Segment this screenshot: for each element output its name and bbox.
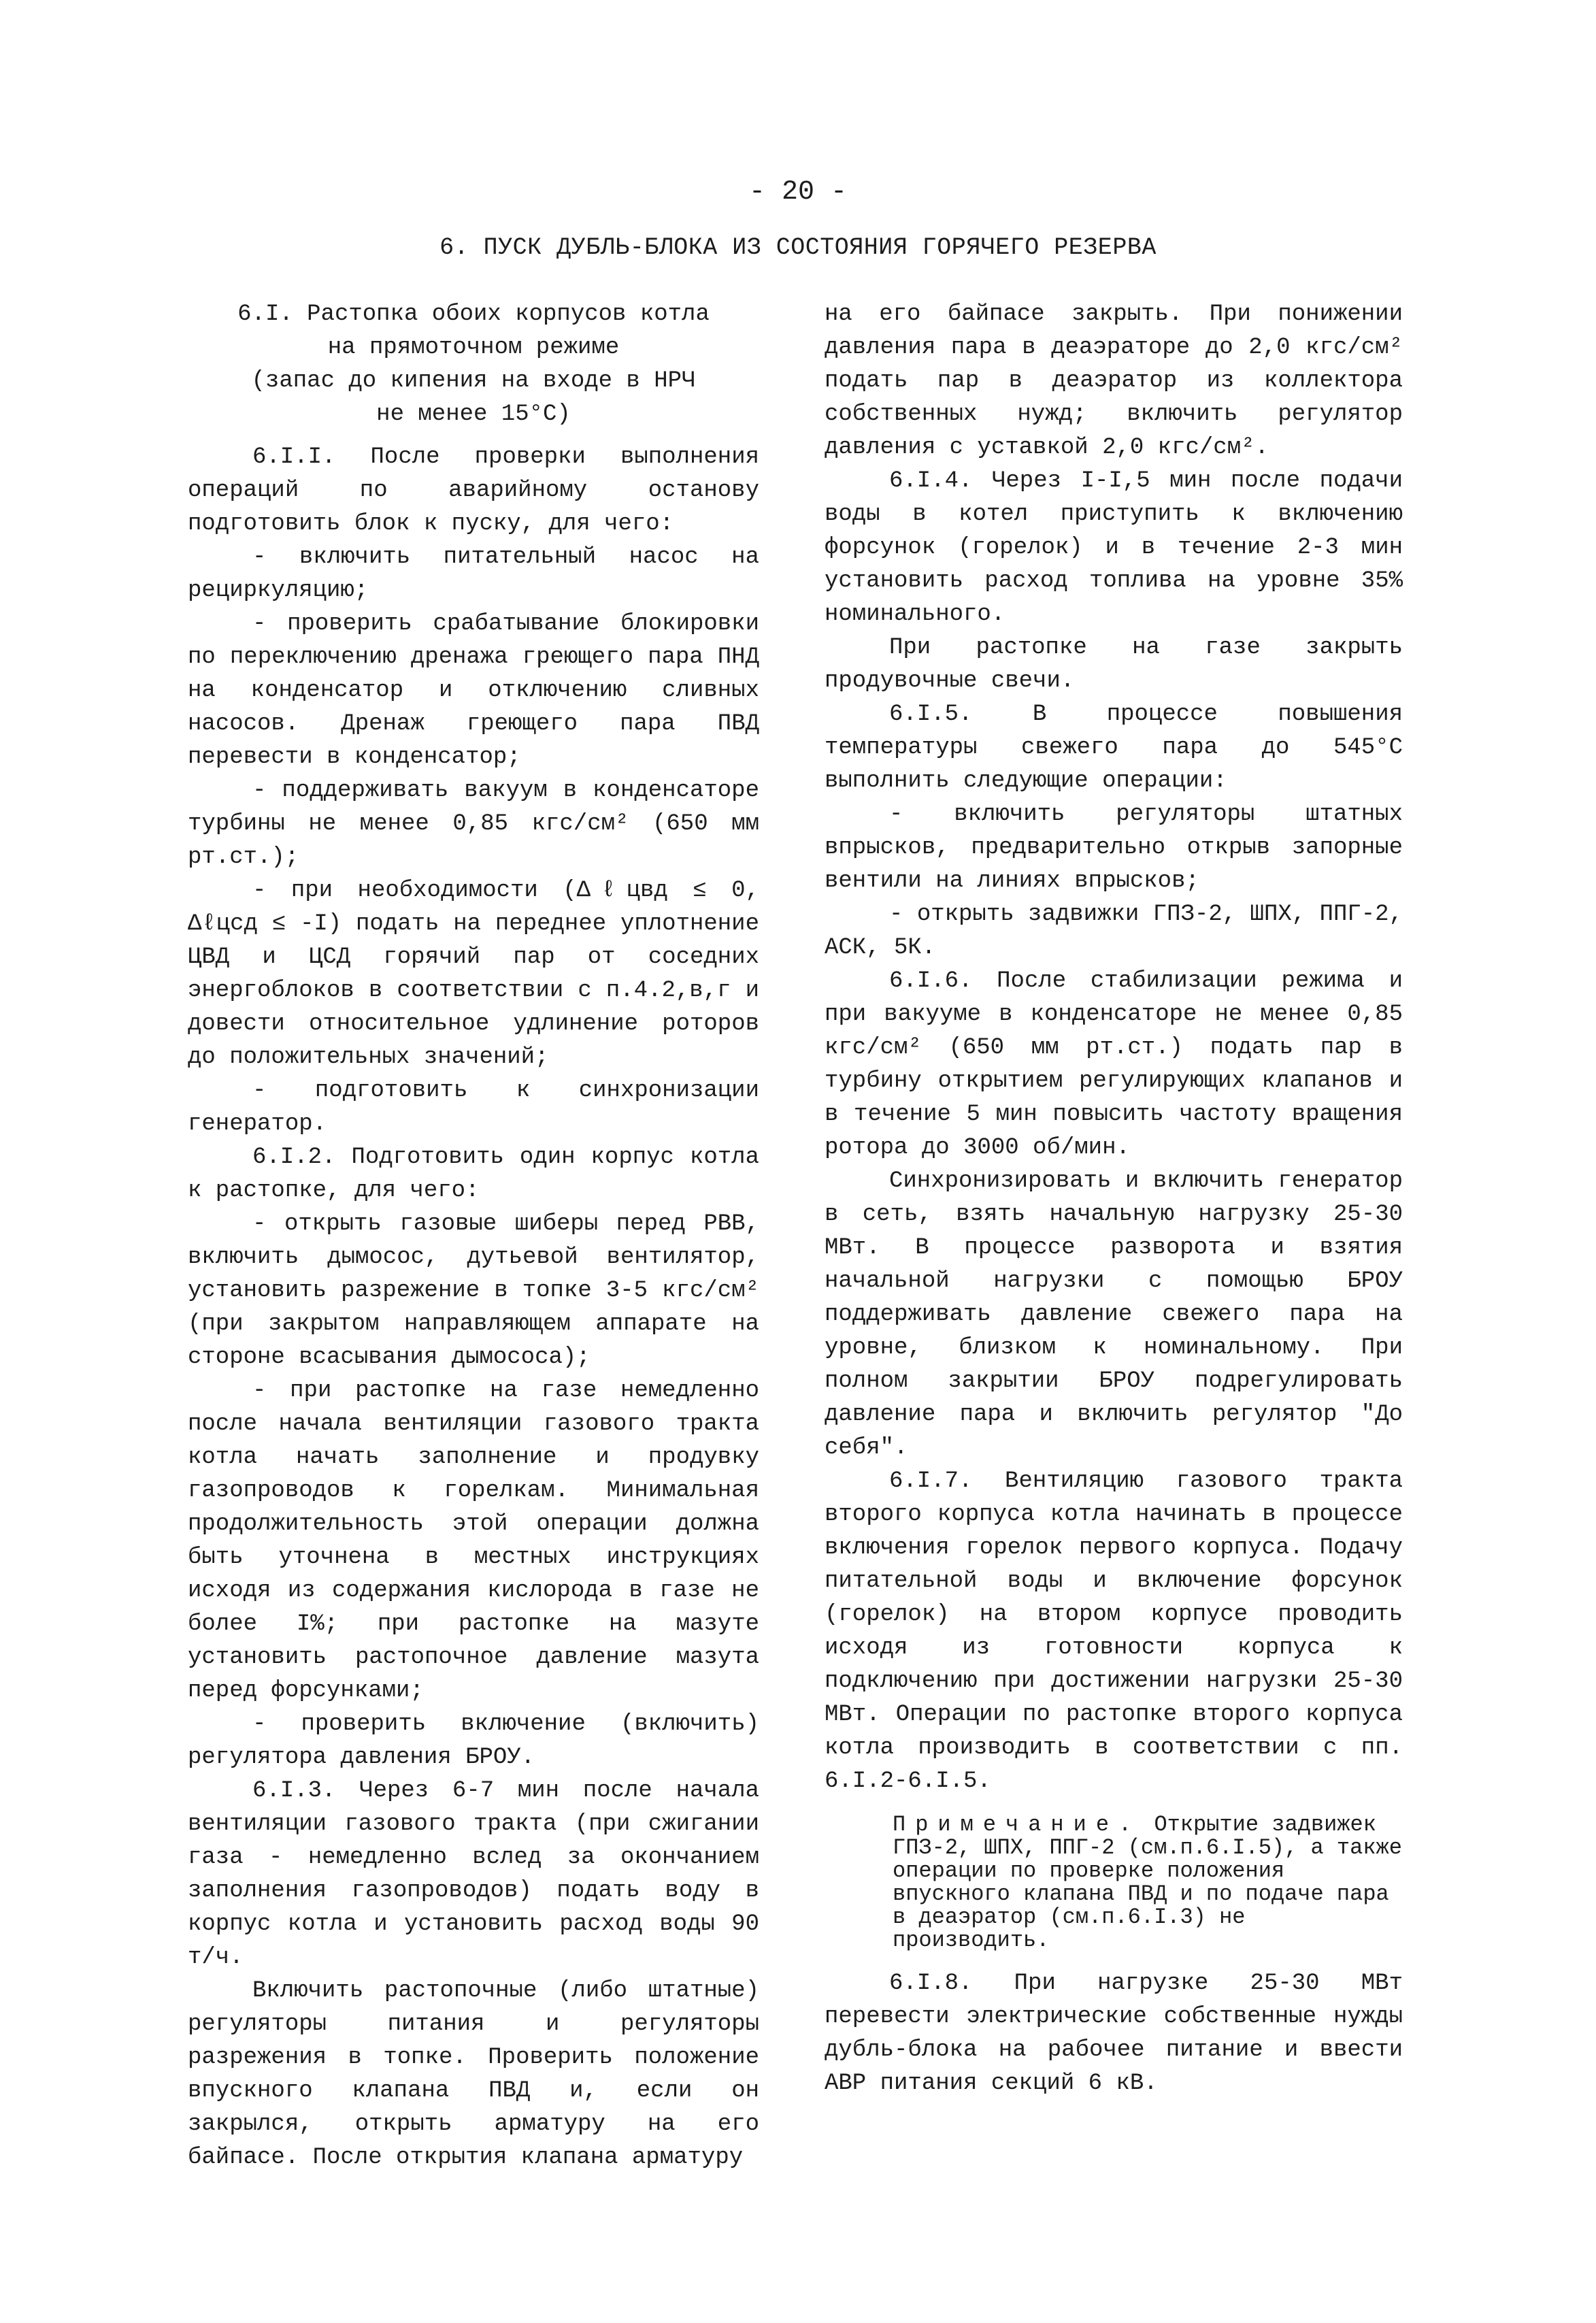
paragraph: 6.I.6. После стабилизации режима и при вакууме в конденсаторе не менее 0,85 кгс/см² (650 мм рт.ст.) подать пар в турбину открытием регулирующих клапанов и в течение 5 мин повысить частоту вращения ротора до 3000 об/мин.	[825, 968, 1403, 1161]
paragraph: При растопке на газе закрыть продувочные свечи.	[825, 635, 1403, 694]
list-item: - включить питательный насос на рециркуляцию;	[188, 544, 759, 604]
subsection-title-line: на прямоточном режиме	[327, 335, 620, 361]
list-item: - открыть газовые шиберы перед РВВ, включить дымосос, дутьевой вентилятор, установить разрежение в топке 3-5 кгс/см² (при закрытом направляющем аппарате на стороне всасывания дымососа);	[188, 1211, 759, 1370]
paragraph: Включить растопочные (либо штатные) регуляторы питания и регуляторы разрежения в топке. Проверить положение впускного клапана ПВД и, если он закрылся, открыть арматуру на его байпасе. После открытия клапана арматуру	[188, 1978, 759, 2171]
left-column	[188, 298, 759, 2175]
paragraph: на его байпасе закрыть. При понижении давления пара в деаэраторе до 2,0 кгс/см² подать пар в деаэратор из коллектора собственных нужд; включить регулятор давления с уставкой 2,0 кгс/см².	[825, 301, 1403, 461]
paragraph: 6.I.5. В процессе повышения температуры свежего пара до 545°С выполнить следующие операции:	[825, 702, 1403, 794]
list-item: - проверить срабатывание блокировки по переключению дренажа греющего пара ПНД на конденсатор и отключению сливных насосов. Дренаж греющего пара ПВД перевести в конденсатор;	[188, 611, 759, 770]
paragraph: 6.I.3. Через 6-7 мин после начала вентиляции газового тракта (при сжигании газа - немедленно вслед за окончанием заполнения газопроводов) подать воду в корпус котла и установить расход воды 90 т/ч.	[188, 1778, 759, 1971]
list-item: - открыть задвижки ГПЗ-2, ШПХ, ППГ-2, АСК, 5К.	[825, 902, 1403, 961]
list-item: - включить регуляторы штатных впрысков, предварительно открыв запорные вентили на линиях впрысков;	[825, 802, 1403, 894]
note-text: Открытие задвижек ГПЗ-2, ШПХ, ППГ-2 (см.п.6.I.5), а также операции по проверке положения впускного клапана ПВД и по подаче пара в деаэратор (см.п.6.I.3) не производить.	[893, 1812, 1402, 1953]
list-item: - проверить включение (включить) регулятора давления БРОУ.	[188, 1711, 759, 1770]
note-label: Примечание.	[893, 1812, 1142, 1837]
subsection-title-line: 6.I. Растопка обоих корпусов котла	[237, 301, 710, 327]
paragraph: 6.I.8. При нагрузке 25-30 МВт перевести электрические собственные нужды дубль-блока на рабочее питание и ввести АВР питания секций 6 кВ.	[825, 1971, 1403, 2096]
list-item: - поддерживать вакуум в конденсаторе турбины не менее 0,85 кгс/см² (650 мм рт.ст.);	[188, 778, 759, 870]
subsection-title-line: не менее 15°С)	[376, 401, 571, 427]
paragraph: Синхронизировать и включить генератор в сеть, взять начальную нагрузку 25-30 МВт. В процессе разворота и взятия начальной нагрузки с помощью БРОУ поддерживать давление свежего пара на уровне, близком к номинальному. При полном закрытии БРОУ подрегулировать давление пара и включить регулятор "До себя".	[825, 1168, 1403, 1461]
list-item: - при растопке на газе немедленно после начала вентиляции газового тракта котла начать заполнение и продувку газопроводов к горелкам. Минимальная продолжительность этой операции должна быть уточнена в местных инструкциях исходя из содержания кислорода в газе не более I%; при растопке на мазуте установить растопочное давление мазута перед форсунками;	[188, 1378, 759, 1704]
subsection-title-line: (запас до кипения на входе в НРЧ	[251, 368, 696, 394]
list-item: - подготовить к синхронизации генератор.	[188, 1078, 759, 1137]
page-number: - 20 -	[748, 177, 848, 208]
paragraph: 6.I.I. После проверки выполнения операций по аварийному останову подготовить блок к пуску, для чего:	[188, 444, 759, 537]
list-item: - при необходимости (Δℓцвд ≤ 0, Δℓцсд ≤ -I) подать на переднее уплотнение ЦВД и ЦСД горячий пар от соседних энергоблоков в соответствии с п.4.2,в,г и довести относительное удлинение роторов до положительных значений;	[188, 878, 759, 1070]
paragraph: 6.I.4. Через I-I,5 мин после подачи воды в котел приступить к включению форсунок (горелок) и в течение 2-3 мин установить расход топлива на уровне 35% номинального.	[825, 468, 1403, 627]
right-column	[825, 298, 1403, 2100]
note	[893, 1813, 1403, 1952]
subsection-title	[188, 298, 759, 431]
paragraph: 6.I.2. Подготовить один корпус котла к растопке, для чего:	[188, 1144, 759, 1204]
paragraph: 6.I.7. Вентиляцию газового тракта второго корпуса котла начинать в процессе включения горелок первого корпуса. Подачу питательной воды и включение форсунок (горелок) на втором корпусе проводить исходя из готовности корпуса к подключению при достижении нагрузки 25-30 МВт. Операции по растопке второго корпуса котла производить в соответствии с пп. 6.I.2-6.I.5.	[825, 1468, 1403, 1794]
section-title: 6. ПУСК ДУБЛЬ-БЛОКА ИЗ СОСТОЯНИЯ ГОРЯЧЕГО РЕЗЕРВА	[439, 234, 1157, 261]
